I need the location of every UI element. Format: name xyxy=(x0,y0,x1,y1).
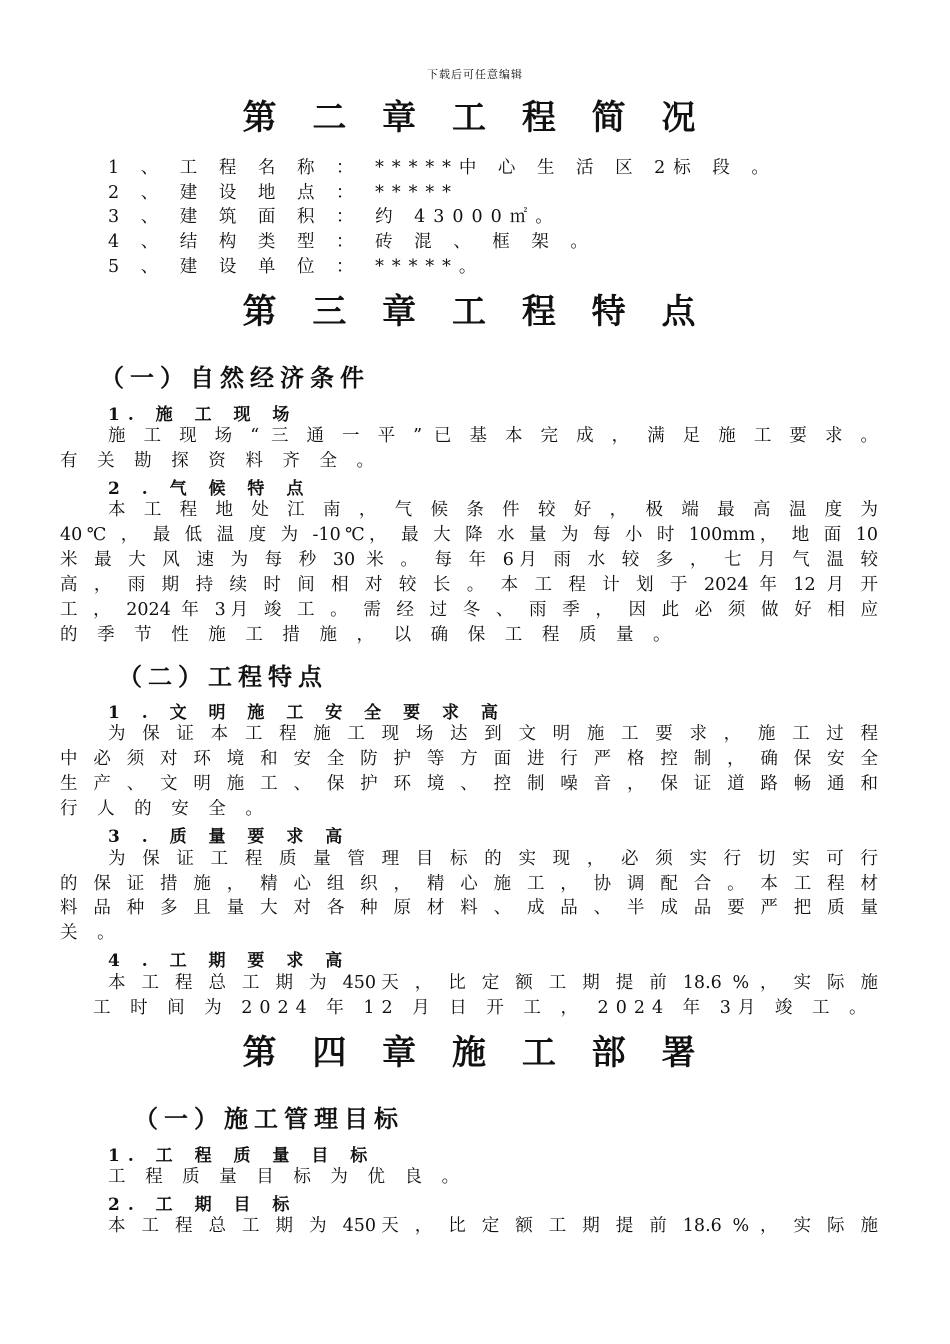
item-heading: 1. 施 工 现 场 xyxy=(108,405,298,425)
paragraph-line: 行 人 的 安 全 。 xyxy=(60,799,270,819)
project-info-item: 4 、 结 构 类 型 ： 砖 混 、 框 架 。 xyxy=(108,232,596,252)
paragraph-line: 本 工 程 总 工 期 为 450天 ， 比 定 额 工 期 提 前 18.6 % ， 实 际 施 xyxy=(108,973,878,993)
section-natural-conditions: （一）自然经济条件 xyxy=(100,363,370,392)
chapter-3-title: 第 三 章 工 程 特 点 xyxy=(242,292,708,332)
section-project-features: （二）工程特点 xyxy=(118,662,328,691)
item-heading: 2 . 气 候 特 点 xyxy=(108,479,312,499)
item-heading: 1 . 文 明 施 工 安 全 要 求 高 xyxy=(108,703,506,723)
item-heading: 1. 工 程 质 量 目 标 xyxy=(108,1146,376,1166)
paragraph-line: 中 必 须 对 环 境 和 安 全 防 护 等 方 面 进 行 严 格 控 制 ， 确 保 安 全 xyxy=(60,749,878,769)
paragraph-line: 40℃ ， 最 低 温 度 为 -10℃， 最 大 降 水 量 为 每 小 时 100mm， 地 面 10 xyxy=(60,525,878,545)
paragraph-line: 生 产 、 文 明 施 工 、 保 护 环 境 、 控 制 噪 音 ， 保 证 道 路 畅 通 和 xyxy=(60,774,878,794)
paragraph-line: 高 ， 雨 期 持 续 时 间 相 对 较 长 。 本 工 程 计 划 于 2024 年 12 月 开 xyxy=(60,575,878,595)
paragraph-line: 本 工 程 总 工 期 为 450天 ， 比 定 额 工 期 提 前 18.6 % ， 实 际 施 xyxy=(108,1216,878,1236)
paragraph-line: 为 保 证 本 工 程 施 工 现 场 达 到 文 明 施 工 要 求 ， 施 工 过 程 xyxy=(108,724,878,744)
item-heading: 2. 工 期 目 标 xyxy=(108,1195,298,1215)
paragraph-line: 米 最 大 风 速 为 每 秒 30 米 。 每 年 6月 雨 水 较 多 ， 七 月 气 温 较 xyxy=(60,550,878,570)
project-info-item: 1 、 工 程 名 称 ： *****中 心 生 活 区 2标 段 。 xyxy=(108,158,777,178)
paragraph-line: 工 程 质 量 目 标 为 优 良 。 xyxy=(108,1167,467,1187)
project-info-item: 2 、 建 设 地 点 ： ***** xyxy=(108,183,459,203)
project-info-item: 3 、 建 筑 面 积 ： 约 43000㎡。 xyxy=(108,207,561,227)
paragraph-line: 工 时 间 为 2024 年 12 月 日 开 工 ， 2024 年 3月 竣 工 。 xyxy=(93,998,874,1018)
chapter-2-title: 第 二 章 工 程 简 况 xyxy=(242,98,708,138)
project-info-item: 5 、 建 设 单 位 ： *****。 xyxy=(108,257,485,277)
chapter-4-title: 第 四 章 施 工 部 署 xyxy=(242,1033,708,1073)
paragraph-line: 的 季 节 性 施 工 措 施 ， 以 确 保 工 程 质 量 。 xyxy=(60,625,678,645)
item-heading: 3 . 质 量 要 求 高 xyxy=(108,827,351,847)
paragraph-line: 料 品 种 多 且 量 大 对 各 种 原 材 料 、 成 品 、 半 成 品 要 严 把 质 量 xyxy=(60,898,878,918)
paragraph-line: 为 保 证 工 程 质 量 管 理 目 标 的 实 现 ， 必 须 实 行 切 实 可 行 xyxy=(108,849,878,869)
item-heading: 4 . 工 期 要 求 高 xyxy=(108,951,351,971)
paragraph-line: 有 关 勘 探 资 料 齐 全 。 xyxy=(60,451,382,471)
paragraph-line: 的 保 证 措 施 ， 精 心 组 织 ， 精 心 施 工 ， 协 调 配 合 。 本 工 程 材 xyxy=(60,874,878,894)
paragraph-line: 施 工 现 场 “ 三 通 一 平 ” 已 基 本 完 成 ， 满 足 施 工 要 求 。 xyxy=(108,426,878,446)
paragraph-line: 工 ， 2024 年 3月 竣 工 。 需 经 过 冬 、 雨 季 ， 因 此 必 须 做 好 相 应 xyxy=(60,600,878,620)
section-management-goals: （一）施工管理目标 xyxy=(134,1104,404,1133)
paragraph-line: 本 工 程 地 处 江 南 ， 气 候 条 件 较 好 ， 极 端 最 高 温 度 为 xyxy=(108,500,878,520)
header-note: 下载后可任意编辑 xyxy=(427,68,523,81)
paragraph-line: 关 。 xyxy=(60,923,122,943)
